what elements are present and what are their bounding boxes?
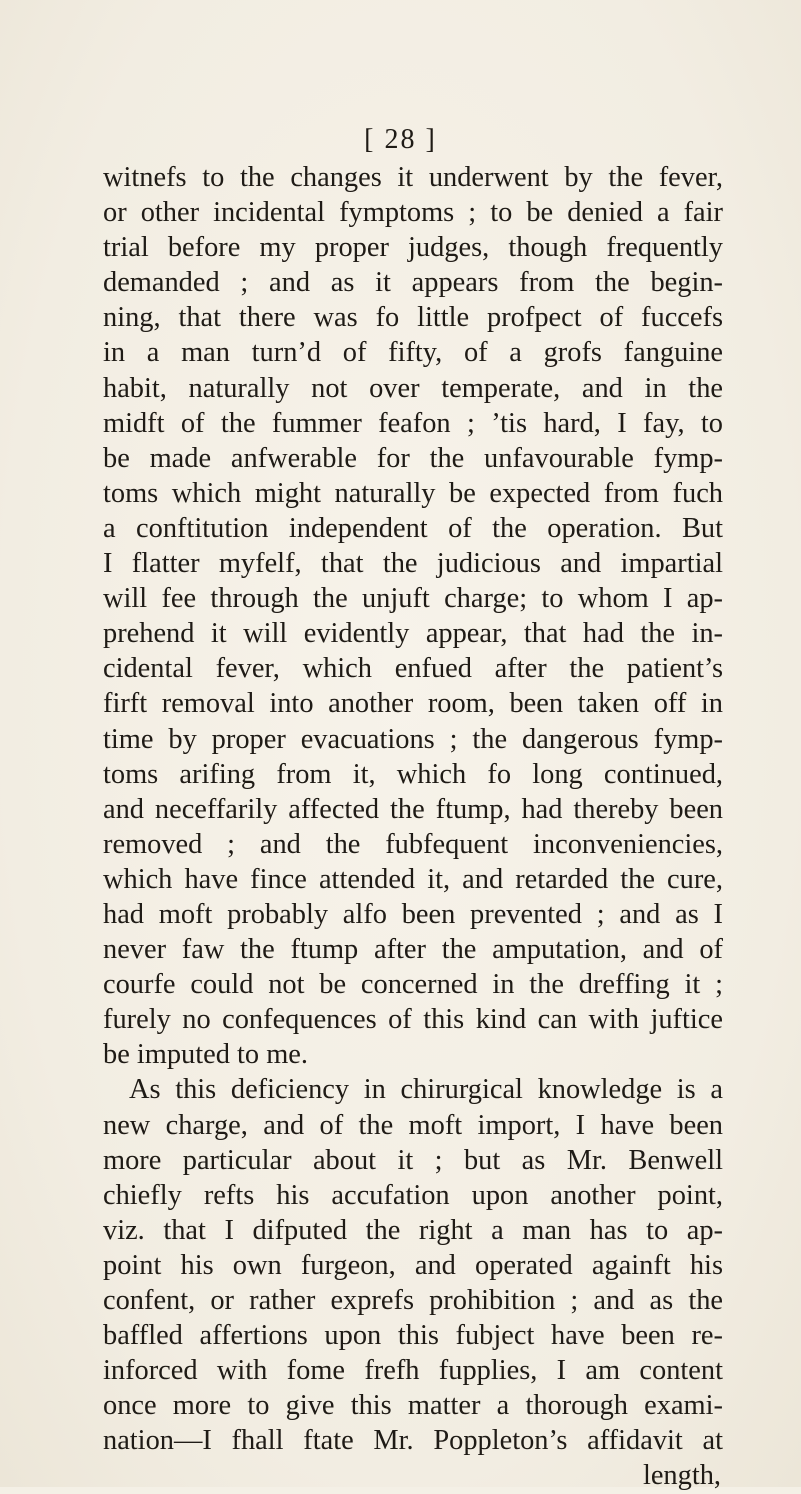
text-line: never faw the ftump after the amputation, and of xyxy=(103,934,723,966)
text-line: habit, naturally not over temperate, and in the xyxy=(103,372,723,404)
text-line: witnefs to the changes it underwent by the fever, xyxy=(103,162,723,193)
text-line: nation—I fhall ftate Mr. Poppleton’s affidavit at xyxy=(103,1425,723,1457)
text-line: toms which might naturally be expected from fuch xyxy=(103,477,723,509)
text-line: furely no confequences of this kind can with juftice xyxy=(103,1004,723,1036)
text-line: chiefly refts his accufation upon another point, xyxy=(103,1179,723,1211)
text-line: removed ; and the fubfequent inconveniencies, xyxy=(103,828,723,860)
text-line: be imputed to me. xyxy=(103,1039,309,1071)
text-line: once more to give this matter a thorough exami- xyxy=(103,1390,723,1422)
page-number: [ 28 ] xyxy=(364,124,437,155)
text-line: cidental fever, which enfued after the patient’s xyxy=(103,653,723,685)
text-line: be made anfwerable for the unfavourable fymp- xyxy=(103,442,723,474)
text-line: midft of the fummer feafon ; ’tis hard, I fay, to xyxy=(103,407,723,439)
text-line: firft removal into another room, been taken off in xyxy=(103,688,723,720)
text-line: ning, that there was fo little profpect of fuccefs xyxy=(103,302,723,334)
text-line: I flatter myfelf, that the judicious and impartial xyxy=(103,548,723,580)
text-line: confent, or rather exprefs prohibition ; and as the xyxy=(103,1285,723,1316)
text-line: inforced with fome frefh fupplies, I am content xyxy=(103,1355,723,1387)
paragraph-start-line: As this deficiency in chirurgical knowledge is a xyxy=(129,1074,723,1106)
text-line: more particular about it ; but as Mr. Benwell xyxy=(103,1144,723,1176)
text-line: and neceffarily affected the ftump, had thereby been xyxy=(103,793,723,825)
text-line: which have fince attended it, and retarded the cure, xyxy=(103,863,723,895)
catchword: length, xyxy=(642,1460,721,1492)
text-line: demanded ; and as it appears from the begin- xyxy=(103,267,723,299)
text-line: trial before my proper judges, though frequently xyxy=(103,232,723,264)
text-line: or other incidental fymptoms ; to be denied a fair xyxy=(103,197,723,229)
text-line: had moft probably alfo been prevented ; and as I xyxy=(103,898,723,930)
text-line: toms arifing from it, which fo long continued, xyxy=(103,758,723,790)
text-line: baffled affertions upon this fubject have been re- xyxy=(103,1320,723,1352)
text-line: in a man turn’d of fifty, of a grofs fanguine xyxy=(103,337,723,369)
text-line: point his own furgeon, and operated againft his xyxy=(103,1249,723,1281)
text-line: will fee through the unjuft charge; to whom I ap- xyxy=(103,583,723,615)
body-text xyxy=(103,160,723,1494)
text-line: prehend it will evidently appear, that had the in- xyxy=(103,618,723,650)
text-line: a conftitution independent of the operation. But xyxy=(103,512,723,544)
text-line: courfe could not be concerned in the dreffing it ; xyxy=(103,969,723,1001)
text-line: viz. that I difputed the right a man has to ap- xyxy=(103,1214,723,1246)
text-line: new charge, and of the moft import, I have been xyxy=(103,1109,723,1141)
text-line: time by proper evacuations ; the dangerous fymp- xyxy=(103,723,723,755)
